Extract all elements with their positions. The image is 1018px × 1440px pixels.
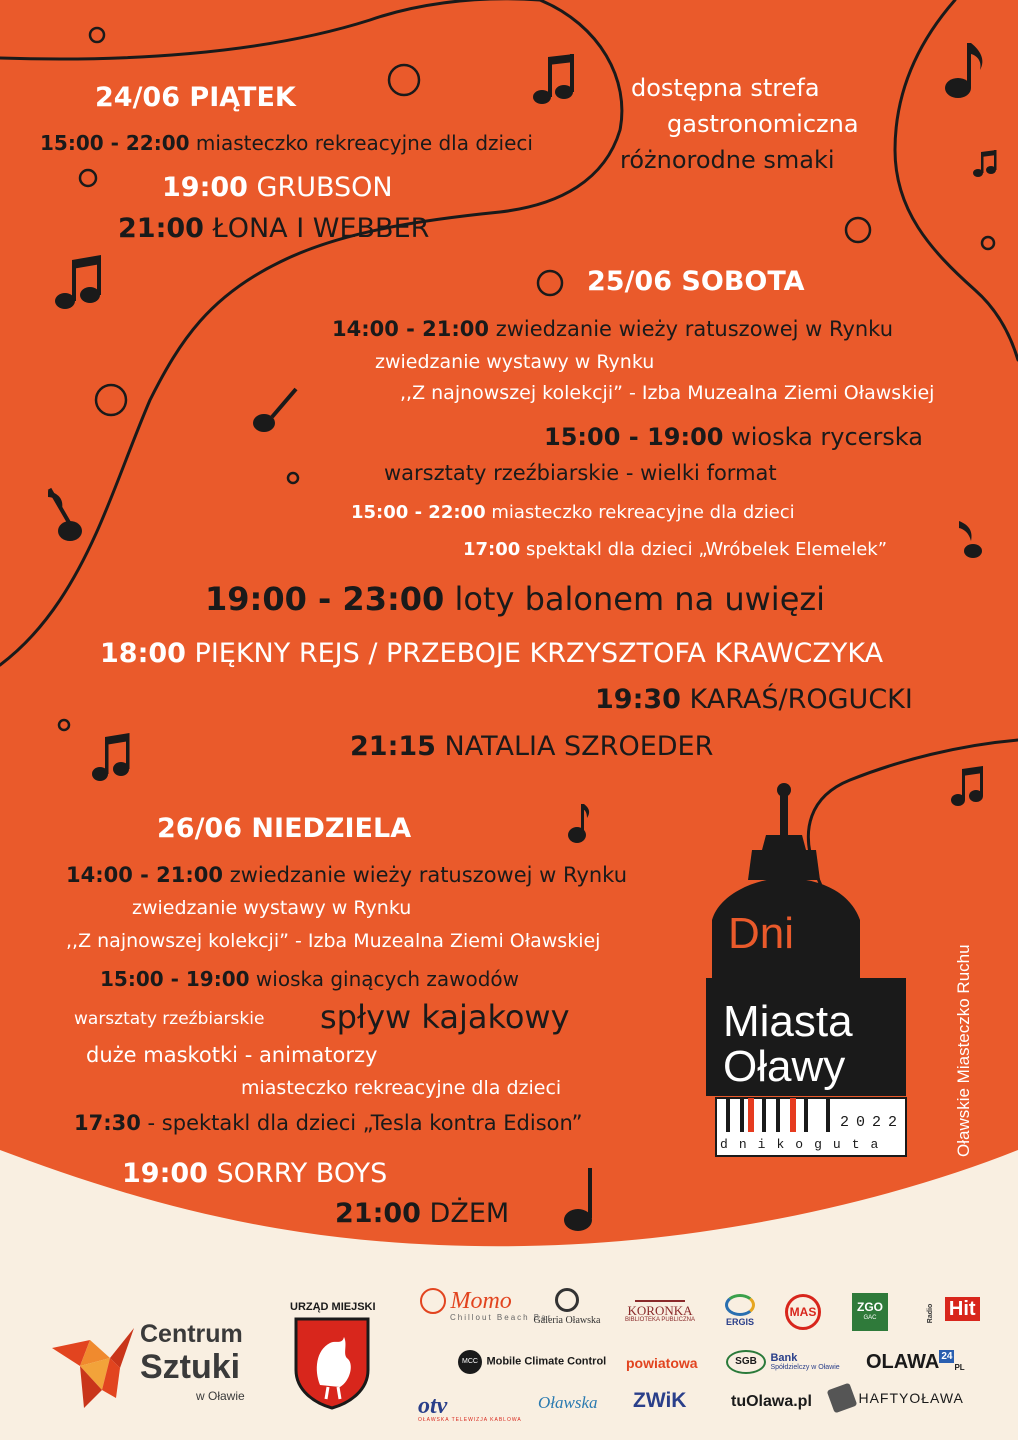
day2-line6-text: miasteczko rekreacyjne dla dzieci: [491, 502, 795, 523]
day2-line8-text: loty balonem na uwięzi: [454, 580, 826, 618]
badge-year-digit: 2: [872, 1114, 889, 1131]
badge-side-text: Oławskie Miasteczko Ruchu: [954, 944, 973, 1157]
badge-year-digit: 0: [856, 1114, 873, 1131]
badge-year-digit: 2: [840, 1114, 857, 1131]
day1-heading: [95, 84, 296, 111]
day1-line2: [162, 174, 393, 201]
sponsor-mcc-name: Mobile Climate Control: [486, 1355, 607, 1368]
day3-line4-time: 15:00 - 19:00: [100, 967, 250, 991]
day2-line8: [205, 580, 826, 618]
day2-line7-time: 17:00: [463, 539, 521, 560]
day3-line9: [122, 1160, 387, 1187]
day1-line2-text: GRUBSON: [256, 172, 393, 203]
sponsor-hafty: [830, 1386, 964, 1410]
sponsor-radio-label: Radio: [927, 1303, 935, 1324]
day2-line7-text: spektakl dla dzieci „Wróbelek Elemelek”: [526, 539, 888, 560]
galeria-logo-icon: [555, 1288, 579, 1312]
day3-line4: [100, 969, 519, 989]
sponsor-ergis: [720, 1294, 760, 1327]
day3-line8-text: - spektakl dla dzieci „Tesla kontra Edison”: [147, 1111, 583, 1135]
sponsor-olawa24-name: OLAWA: [866, 1351, 940, 1373]
badge-letter: a: [870, 1137, 890, 1152]
day3-line1-text: zwiedzanie wieży ratuszowej w Rynku: [229, 863, 628, 887]
day3-line8-time: 17:30: [74, 1111, 141, 1135]
sponsor-zgo-sub: GAC: [863, 1315, 877, 1321]
sponsor-radio-hit: [921, 1297, 980, 1324]
sponsor-hit-label: Hit: [945, 1297, 980, 1321]
day2-line11-text: NATALIA SZROEDER: [444, 731, 714, 762]
music-note-icon: [52, 255, 104, 315]
centrum-line2: Sztuki: [140, 1348, 241, 1386]
music-note-icon: [562, 1165, 602, 1235]
day1-line1-time: 15:00 - 22:00: [40, 131, 190, 155]
centrum-line3: w Oławie: [196, 1389, 245, 1403]
rooster-crest-icon: [292, 1315, 372, 1410]
day3-line7: miasteczko rekreacyjne dla dzieci: [241, 1077, 562, 1099]
music-note-icon: [40, 483, 86, 545]
day3-line2: zwiedzanie wystawy w Rynku: [132, 897, 412, 919]
day2-line3: ,,Z najnowszej kolekcji” - Izba Muzealna Ziemi Oławskiej: [400, 382, 935, 404]
day2-line10-time: 19:30: [595, 684, 681, 715]
badge-letter: d: [720, 1137, 739, 1152]
badge-letter: o: [795, 1137, 815, 1152]
music-note-icon: [955, 517, 985, 561]
day2-line11: [350, 733, 713, 760]
sponsor-koronka-name: KORONKA: [627, 1303, 693, 1318]
day1-line3-time: 21:00: [118, 213, 204, 244]
day1-line1: [40, 133, 533, 153]
sponsor-hafty-name: HAFTYOŁAWA: [858, 1390, 964, 1406]
day1-line2-time: 19:00: [162, 172, 248, 203]
sponsor-olawska: Oławska: [538, 1393, 598, 1412]
day2-line10-text: KARAŚ/ROGUCKI: [689, 684, 913, 715]
sponsor-sgb: [726, 1350, 840, 1374]
sponsor-momo-name: Momo: [450, 1288, 512, 1314]
day3-line9-text: SORRY BOYS: [216, 1158, 388, 1189]
day2-line5: warsztaty rzeźbiarskie - wielki format: [384, 461, 777, 485]
badge-miasta: Miasta: [723, 997, 853, 1046]
centrum-line1: Centrum: [140, 1320, 243, 1348]
day1-line3-text: ŁONA I WEBBER: [212, 213, 430, 244]
sponsor-koronka-sub: BIBLIOTEKA PUBLICZNA: [624, 1317, 696, 1323]
sponsor-powiatowa: powiatowa: [626, 1355, 698, 1371]
day2-line1: [332, 319, 893, 340]
day2-line11-time: 21:15: [350, 731, 436, 762]
crown-icon: [635, 1288, 685, 1302]
day3-line8: [74, 1113, 583, 1134]
cocktail-icon: [420, 1288, 446, 1314]
mcc-badge-icon: MCC: [458, 1350, 482, 1374]
food-line2: gastronomiczna: [667, 110, 859, 138]
badge-letter: t: [851, 1137, 871, 1152]
day1-line3: [118, 215, 429, 242]
music-note-icon: [252, 385, 302, 437]
badge-dni: Dni: [728, 909, 795, 958]
badge-koguta: [720, 1138, 889, 1151]
hafty-logo-icon: [827, 1383, 858, 1414]
sponsor-mcc: [458, 1350, 606, 1374]
day1-heading-date: 24/06: [95, 82, 181, 113]
sponsor-momo-sub: Chillout Beach Bar: [450, 1313, 553, 1322]
day3-heading: [157, 815, 411, 842]
food-line1: dostępna strefa: [631, 74, 820, 102]
day3-line3: ,,Z najnowszej kolekcji” - Izba Muzealna Ziemi Oławskiej: [66, 930, 601, 952]
sponsor-otv-name: otv: [418, 1393, 448, 1419]
music-note-icon: [940, 38, 990, 104]
day2-line1-text: zwiedzanie wieży ratuszowej w Rynku: [495, 317, 894, 341]
sponsor-tuolawa: tuOlawa.pl: [731, 1393, 812, 1410]
badge-letter: u: [832, 1137, 852, 1152]
day1-line1-text: miasteczko rekreacyjne dla dzieci: [195, 131, 533, 155]
badge-letter: g: [814, 1137, 833, 1152]
sponsor-zgo-name: ZGO: [857, 1300, 883, 1314]
day3-line4-text: wioska ginących zawodów: [255, 967, 520, 991]
day3-line10-time: 21:00: [335, 1198, 421, 1229]
badge-letter: i: [757, 1137, 777, 1152]
day2-heading-day: SOBOTA: [681, 266, 805, 297]
urzad-label: URZĄD MIEJSKI: [290, 1301, 376, 1313]
day2-line4-text: wioska rycerska: [731, 423, 923, 451]
music-note-icon: [90, 732, 132, 787]
day3-line9-time: 19:00: [122, 1158, 208, 1189]
sponsor-zgo: [852, 1293, 888, 1331]
day2-line8-time: 19:00 - 23:00: [205, 580, 445, 618]
day2-line6: [351, 504, 795, 522]
day2-line6-time: 15:00 - 22:00: [351, 502, 486, 523]
day3-heading-day: NIEDZIELA: [251, 813, 412, 844]
badge-year: [840, 1115, 904, 1130]
festival-logo: [700, 780, 920, 1165]
day2-line9-time: 18:00: [100, 638, 186, 669]
day3-line5: warsztaty rzeźbiarskie: [74, 1009, 265, 1029]
badge-letter: n: [738, 1137, 758, 1152]
sponsor-zwik: ZWiK: [633, 1389, 687, 1412]
sponsor-otv-sub: OŁAWSKA TELEWIZJA KABLOWA: [418, 1417, 522, 1423]
sgb-logo-icon: SGB: [726, 1350, 766, 1374]
day1-heading-day: PIĄTEK: [189, 82, 296, 113]
sponsor-koronka: [624, 1288, 696, 1323]
music-note-icon: [565, 800, 593, 845]
pegasus-logo-icon: [50, 1318, 136, 1410]
sponsor-galeria: [532, 1288, 602, 1326]
day2-line2: zwiedzanie wystawy w Rynku: [375, 351, 655, 373]
music-note-icon: [972, 148, 998, 180]
day3-line6: duże maskotki - animatorzy: [86, 1043, 378, 1067]
sponsor-galeria-name: Galeria Oławska: [533, 1315, 601, 1326]
badge-letter: k: [776, 1137, 796, 1152]
sponsor-olawa24: [866, 1352, 965, 1372]
badge-olawy: Oławy: [723, 1042, 846, 1091]
music-note-icon: [950, 765, 984, 810]
day2-line9: [100, 640, 883, 667]
sponsor-olawa24-num: 24: [941, 1351, 953, 1362]
sponsor-bank-sub: Spółdzielczy w Oławie: [770, 1364, 840, 1371]
ergis-logo-icon: [725, 1294, 755, 1316]
day2-line4: [544, 425, 923, 449]
day3-line1-time: 14:00 - 21:00: [66, 863, 224, 887]
day2-line1-time: 14:00 - 21:00: [332, 317, 490, 341]
day2-line9-text: PIĘKNY REJS / PRZEBOJE KRZYSZTOFA KRAWCZYKA: [194, 638, 884, 669]
sponsor-bank-name: Bank: [770, 1352, 798, 1364]
day3-line1: [66, 865, 627, 886]
day2-line10: [595, 686, 913, 713]
sponsor-otv: [418, 1394, 522, 1423]
music-note-icon: [530, 52, 575, 112]
day2-line4-time: 15:00 - 19:00: [544, 423, 724, 451]
day2-line7: [463, 541, 887, 559]
day2-heading: [587, 268, 805, 295]
sponsor-mas: MAS: [785, 1294, 821, 1330]
food-line3: różnorodne smaki: [620, 146, 835, 174]
day3-line5-big: spływ kajakowy: [320, 998, 570, 1036]
badge-year-digit: 2: [888, 1114, 905, 1131]
day3-line10-text: DŻEM: [429, 1198, 510, 1229]
day3-line10: [335, 1200, 509, 1227]
day3-heading-date: 26/06: [157, 813, 243, 844]
sponsor-olawa24-pl: PL: [954, 1363, 965, 1372]
sponsor-ergis-name: ERGIS: [725, 1317, 754, 1327]
day2-heading-date: 25/06: [587, 266, 673, 297]
